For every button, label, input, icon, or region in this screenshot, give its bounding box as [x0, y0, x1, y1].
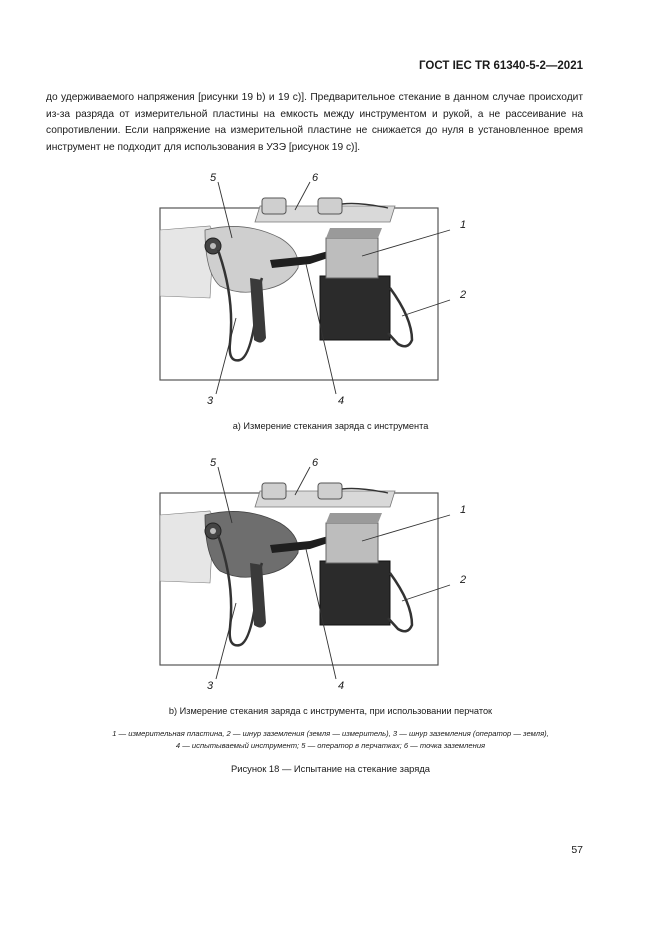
figure-b-caption: b) Измерение стекания заряда с инструмента, при использовании перчаток [168, 706, 493, 716]
label-6: 6 [312, 172, 319, 184]
label-3: 3 [207, 395, 214, 407]
figure-legend [40, 728, 621, 752]
legend-line-1: 1 — измерительная пластина, 2 — шнур заземления (земля — измеритель), 3 — шнур заземления (оператор — земля), [112, 729, 549, 738]
label-1: 1 [460, 504, 467, 516]
label-4: 4 [338, 395, 345, 407]
label-2: 2 [460, 289, 467, 301]
ground-point [262, 483, 286, 499]
standard-header: ГОСТ IEC TR 61340-5-2—2021 [419, 60, 583, 72]
figure-title: Рисунок 18 — Испытание на стекание заряда [230, 763, 431, 774]
label-5: 5 [210, 457, 217, 469]
label-2: 2 [460, 574, 467, 586]
legend-line-2: 4 — испытываемый инструмент; 5 — оператор в перчатках; 6 — точка заземления [175, 741, 486, 750]
figure-b-illustration [150, 453, 467, 698]
measuring-device [320, 276, 390, 340]
measuring-device [320, 561, 390, 625]
measuring-plate [326, 238, 378, 278]
ground-point [262, 198, 286, 214]
figure-a-illustration [150, 168, 467, 413]
label-4: 4 [338, 680, 345, 692]
label-3: 3 [207, 680, 214, 692]
label-5: 5 [210, 172, 217, 184]
figure-a-caption: a) Измерение стекания заряда с инструмента [232, 421, 429, 431]
label-6: 6 [312, 457, 319, 469]
label-1: 1 [460, 219, 467, 231]
measuring-plate [326, 523, 378, 563]
page-number: 57 [571, 844, 583, 856]
body-paragraph: до удерживаемого напряжения [рисунки 19 b) и 19 c)]. Предварительное стекание в данном случае происходит из-за разряда от измерительной пластины на емкость между инструментом и рукой, а не рассеивание на сопротивлении. Если напряжение на измерительной пластине не снижается до нуля в установленное время инструмент не подходит для использования в УЗЭ [рисунок 19 c)]. [46, 92, 583, 153]
